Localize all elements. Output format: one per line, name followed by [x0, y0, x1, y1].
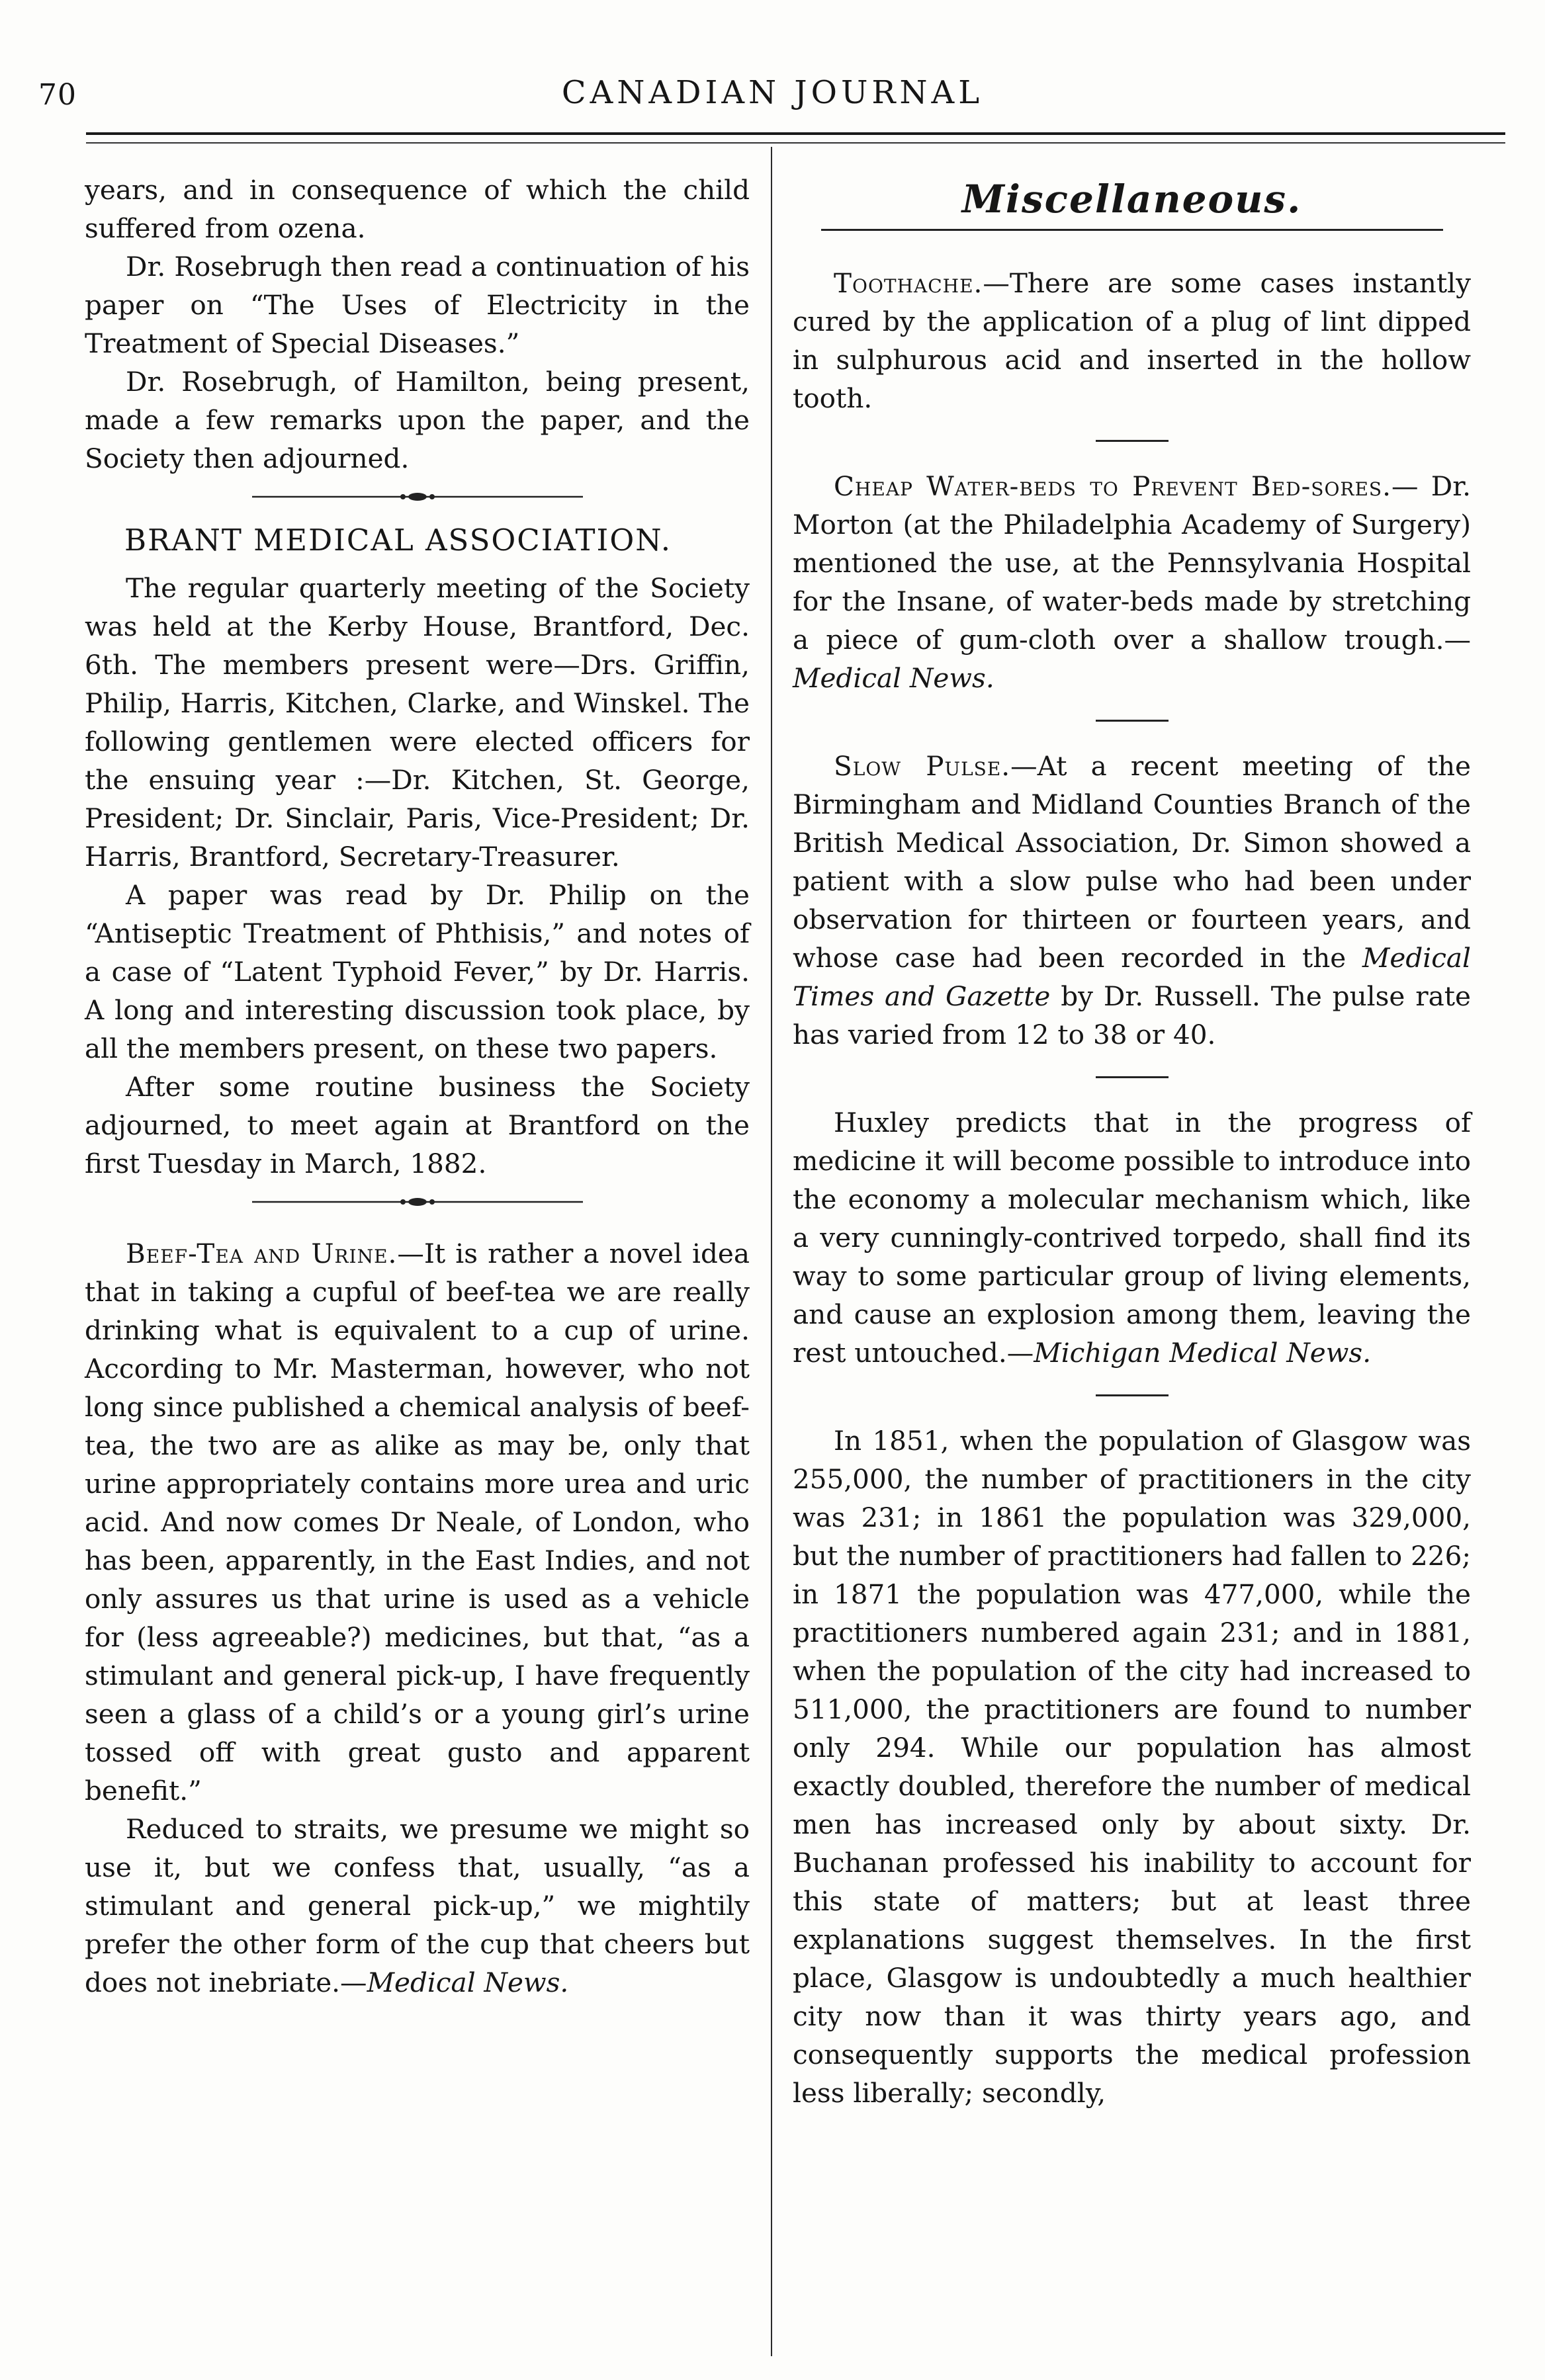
slow-pulse-heading: Slow Pulse.: [834, 750, 1011, 782]
paragraph-reduced-straits: [85, 1810, 750, 2002]
paragraph-glasgow: In 1851, when the population of Glasgow was 255,000, the number of practitioners in the city was 231; in 1861 the population was 329,000, but the number of practitioners had fallen to 226; in 1871 the population was 477,000, while the practitioners numbered again 231; and in 1881, when the population of the city had increased to 511,000, the practitioners are found to number only 294. While our population has almost exactly doubled, therefore the number of medical men has increased only by about sixty. Dr. Buchanan professed his inability to account for this state of matters; but at least three explanations suggest themselves. In the first place, Glasgow is undoubtedly a much healthier city now than it was thirty years ago, and consequently supports the medical profession less liberally; secondly,: [793, 1425, 1471, 2109]
paragraph-toothache: [793, 264, 1471, 417]
item-separator: [1096, 1076, 1169, 1078]
paragraph-ozena: years, and in consequence of which the child suffered from ozena.: [85, 174, 750, 244]
ornament-rule-icon: [252, 490, 583, 503]
paragraph-slow-pulse: [793, 747, 1471, 1054]
toothache-body: —There are some cases instantly cured by the application of a plug of lint dipped in sulphurous acid and inserted in the hollow tooth.: [793, 267, 1471, 414]
item-separator: [1096, 440, 1169, 442]
paragraph-brant-meeting: The regular quarterly meeting of the Society was held at the Kerby House, Brantford, Dec. 6th. The members present were—Drs. Griffin, Philip, Harris, Kitchen, Clarke, and Winskel. The following gentlemen were elected officers for the ensuing year :—Dr. Kitchen, St. George, President; Dr. Sinclair, Paris, Vice-President; Dr. Harris, Brantford, Secretary-Treasurer.: [85, 572, 750, 872]
left-column: [85, 171, 750, 2002]
slow-pulse-journal: Medical Times and Gazette: [793, 942, 1471, 1012]
huxley-body: Huxley predicts that in the progress of medicine it will become possible to introduce into the economy a molecular mechanism which, like a very cunningly-contrived torpedo, shall find its way to some particular group of living elements, and cause an explosion among them, leaving the rest untouched.—: [793, 1107, 1471, 1369]
paragraph-beef-tea: [85, 1234, 750, 1810]
straits-body: Reduced to straits, we presume we might so use it, but we confess that, usually, “as a stimulant and general pick-up,” we mightily prefer the other form of the cup that cheers but does not inebriate.—: [85, 1813, 750, 1998]
paragraph-huxley: [793, 1103, 1471, 1372]
section-ornament: [85, 482, 750, 512]
paragraph-rosebrugh-paper: Dr. Rosebrugh then read a continuation of his paper on “The Uses of Electricity in the Treatment of Special Diseases.”: [85, 251, 750, 359]
water-beds-heading: Cheap Water-beds to Prevent Bed-sores.: [834, 470, 1391, 502]
slow-pulse-body-end: by Dr. Russell. The pulse rate has varied from 12 to 38 or 40.: [793, 980, 1471, 1050]
right-column: [793, 171, 1471, 2112]
toothache-heading: Toothache.: [834, 267, 983, 299]
item-separator: [1096, 720, 1169, 722]
beef-tea-body: —It is rather a novel idea that in taking a cupful of beef-tea we are really drinking what is equivalent to a cup of urine. According to Mr. Masterman, however, who not long since published a chemical analysis of beef-tea, the two are as alike as may be, only that urine appropriately contains more urea and uric acid. And now comes Dr Neale, of London, who has been, apparently, in the East Indies, and not only assures us that urine is used as a vehicle for (less agreeable?) medicines, but that, “as a stimulant and general pick-up, I have frequently seen a glass of a child’s or a young girl’s urine tossed off with great gusto and apparent benefit.”: [85, 1238, 750, 1806]
paragraph-brant-adjourned: After some routine business the Society adjourned, to meet again at Brantford on the first Tuesday in March, 1882.: [85, 1071, 750, 1179]
section-title-brant: BRANT MEDICAL ASSOCIATION.: [124, 523, 672, 558]
section-ornament: [85, 1187, 750, 1217]
beef-tea-heading: Beef-Tea and Urine.: [126, 1238, 398, 1269]
header-rule: [86, 132, 1505, 135]
huxley-source: Michigan Medical News.: [1034, 1337, 1372, 1369]
paragraph-water-beds: [793, 467, 1471, 697]
page-number: 70: [38, 78, 77, 112]
page-header: [0, 0, 1545, 152]
header-rule-thin: [86, 142, 1505, 144]
straits-source: Medical News.: [367, 1967, 569, 1998]
item-separator: [1096, 1394, 1169, 1396]
misc-rule: [821, 229, 1443, 231]
ornament-rule-icon: [252, 1195, 583, 1209]
paragraph-brant-papers: A paper was read by Dr. Philip on the “Antiseptic Treatment of Phthisis,” and notes of a case of “Latent Typhoid Fever,” by Dr. Harris. A long and interesting discussion took place, by all the members present, on these two papers.: [85, 879, 750, 1064]
column-divider: [771, 147, 772, 2356]
slow-pulse-body: —At a recent meeting of the Birmingham and Midland Counties Branch of the British Medical Association, Dr. Simon showed a patient with a slow pulse who had been under observation for thirteen or fourteen years, and whose case had been recorded in the: [793, 750, 1471, 974]
journal-title: CANADIAN JOURNAL: [561, 74, 984, 111]
section-title-miscellaneous: Miscellaneous.: [961, 177, 1302, 222]
paragraph-rosebrugh-remarks: Dr. Rosebrugh, of Hamilton, being present, made a few remarks upon the paper, and the Society then adjourned.: [85, 366, 750, 474]
water-beds-body: — Dr. Morton (at the Philadelphia Academy of Surgery) mentioned the use, at the Pennsylvania Hospital for the Insane, of water-beds made by stretching a piece of gum-cloth over a shallow trough.—: [793, 470, 1471, 656]
water-beds-source: Medical News.: [793, 662, 994, 694]
